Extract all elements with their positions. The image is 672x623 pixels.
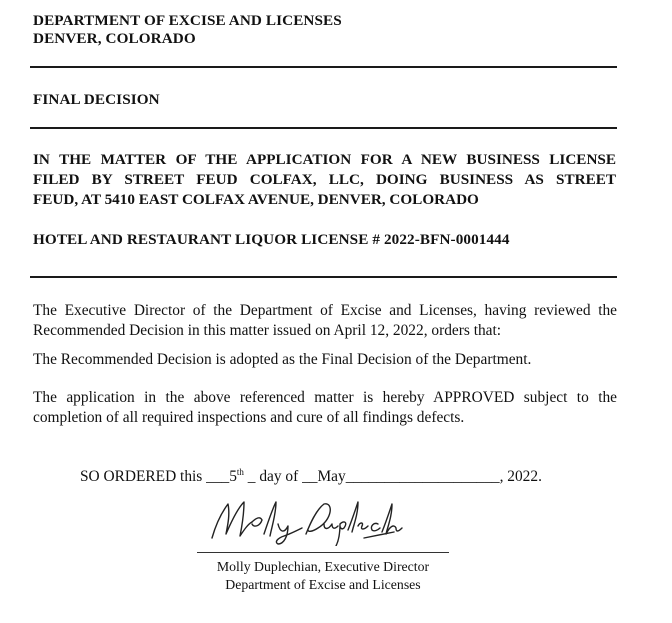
order-prefix: SO ORDERED this ___ (80, 468, 230, 485)
section-title: FINAL DECISION (33, 91, 160, 108)
review-paragraph: The Executive Director of the Department of Excise and Licenses, having reviewed the Recommended Decision in this matter issued on April 12, 2022, orders that: (33, 302, 617, 339)
order-day: 5 (229, 468, 237, 485)
divider (30, 276, 617, 278)
order-year: , 2022. (499, 468, 542, 485)
department-name: DEPARTMENT OF EXCISE AND LICENSES (33, 12, 342, 29)
order-blank: ____________________ (345, 468, 500, 485)
caption-line: IN THE MATTER OF THE APPLICATION FOR A NEW BUSINESS LICENSE (33, 151, 616, 168)
order-day-suffix: th (236, 467, 244, 477)
caption-line: FEUD, AT 5410 EAST COLFAX AVENUE, DENVER, COLORADO (33, 191, 479, 208)
department-location: DENVER, COLORADO (33, 30, 196, 47)
adoption-paragraph: The Recommended Decision is adopted as the Final Decision of the Department. (33, 351, 532, 368)
so-ordered-line (80, 467, 542, 486)
signer-name: Molly Duplechian, Executive Director (216, 559, 430, 574)
case-caption (33, 150, 616, 210)
order-mid: _ day of __ (243, 468, 318, 485)
approval-paragraph: The application in the above referenced matter is hereby APPROVED subject to the completion of all required inspections and cure of all findings defects. (33, 389, 617, 426)
handwritten-signature (206, 494, 406, 546)
signer-department: Department of Excise and Licenses (225, 577, 421, 592)
caption-line: FILED BY STREET FEUD COLFAX, LLC, DOING BUSINESS AS STREET (33, 171, 616, 188)
order-month: May (317, 468, 346, 485)
divider (30, 66, 617, 68)
signature-line (197, 552, 449, 553)
divider (30, 127, 617, 129)
license-number: HOTEL AND RESTAURANT LIQUOR LICENSE # 2022-BFN-0001444 (33, 231, 510, 248)
